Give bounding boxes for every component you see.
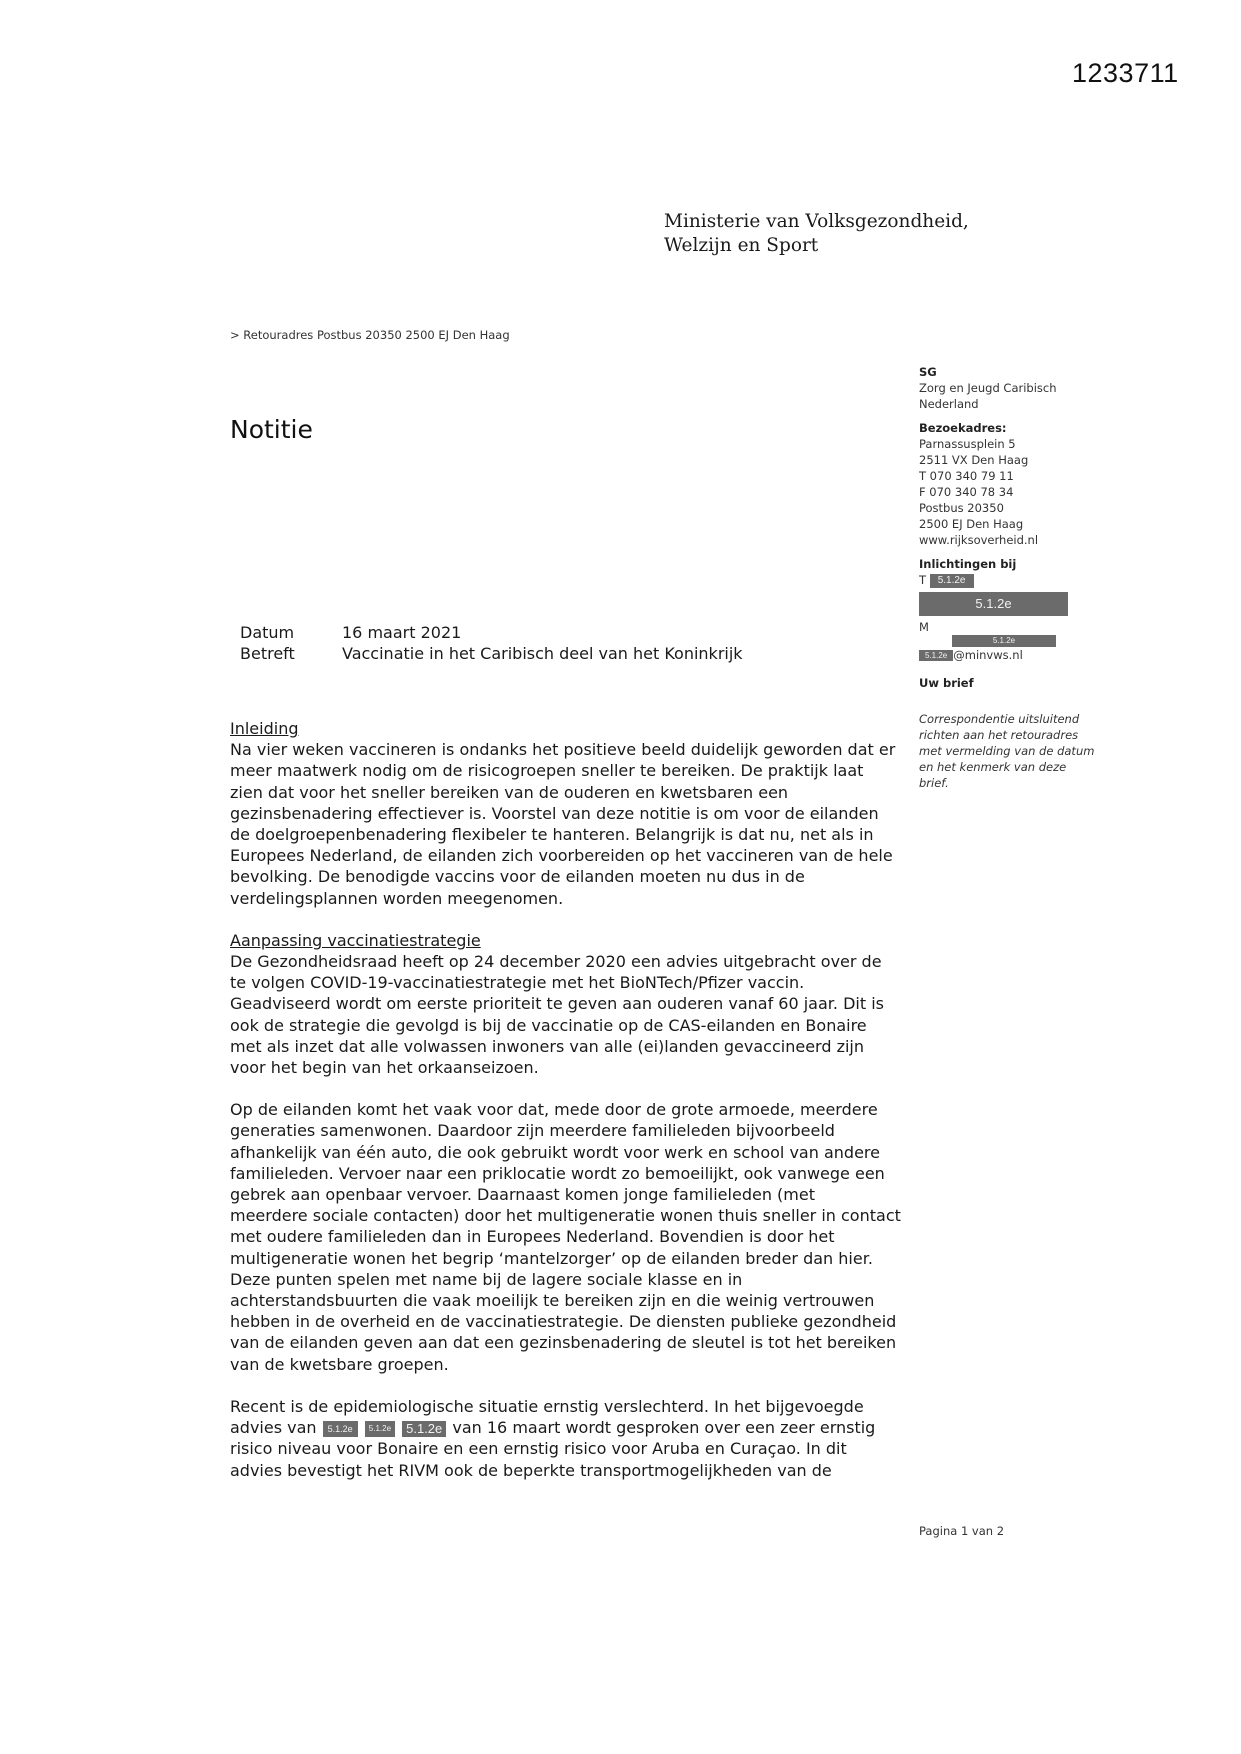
- department-code: SG: [919, 365, 937, 379]
- page-title: Notitie: [230, 415, 313, 444]
- correspondence-line: richten aan het retouradres: [919, 728, 1079, 742]
- strategy-line: met als inzet dat alle volwassen inwoners van alle (ei)landen gevaccineerd zijn: [230, 1036, 864, 1056]
- document-body: [230, 718, 910, 1502]
- redaction-box-large: 5.1.2e: [919, 592, 1068, 616]
- redaction-box-mobile: 5.1.2e: [952, 635, 1056, 647]
- recent-line: advies bevestigt het RIVM ook de beperkte transportmogelijkheden van de: [230, 1460, 832, 1480]
- date-label: Datum: [240, 623, 295, 642]
- intro-line: gezinsbenadering effectiever is. Voorstel van deze notitie is om voor de eilanden: [230, 803, 879, 823]
- intro-line: zien dat voor het sneller bereiken van de ouderen en kwetsbaren een: [230, 782, 789, 802]
- strategy-paragraph: [230, 930, 910, 1078]
- subject-label: Betreft: [240, 644, 295, 663]
- strategy-line: ook de strategie die gevolgd is bij de vaccinatie op de CAS-eilanden en Bonaire: [230, 1015, 867, 1035]
- return-address: > Retouradres Postbus 20350 2500 EJ Den Haag: [230, 328, 510, 342]
- islands-line: Deze punten spelen met name bij de lagere sociale klasse en in: [230, 1269, 743, 1289]
- islands-line: generaties samenwonen. Daardoor zijn meerdere familieleden bijvoorbeeld: [230, 1121, 835, 1141]
- information-heading: Inlichtingen bij: [919, 557, 1017, 571]
- website-link[interactable]: www.rijksoverheid.nl: [919, 533, 1039, 547]
- mobile-row: [919, 619, 1089, 635]
- ministry-line-2: Welzijn en Sport: [664, 235, 819, 256]
- islands-line: gebrek aan openbaar vervoer. Daarnaast komen jonge familieleden (met: [230, 1185, 815, 1205]
- strategy-line: De Gezondheidsraad heeft op 24 december 2020 een advies uitgebracht over de: [230, 952, 882, 972]
- islands-line: afhankelijk van één auto, die ook gebruikt wordt voor werk en school van andere: [230, 1142, 880, 1162]
- islands-line: van de eilanden geven aan dat een gezinsbenadering de sleutel is tot het bereiken: [230, 1333, 897, 1353]
- intro-line: verdelingsplannen worden meegenomen.: [230, 888, 564, 908]
- visit-address-block: [919, 420, 1089, 548]
- department-name-2: Nederland: [919, 397, 979, 411]
- recent-line: Recent is de epidemiologische situatie ernstig verslechterd. In het bijgevoegde: [230, 1396, 864, 1416]
- redaction-box: 5.1.2e: [365, 1421, 395, 1437]
- islands-line: hebben in de overheid en de vaccinatiestrategie. De diensten publieke gezondheid: [230, 1312, 897, 1332]
- ministry-name: [664, 210, 969, 258]
- recent-line-pre: advies van: [230, 1418, 317, 1438]
- visit-address-heading: Bezoekadres:: [919, 421, 1007, 435]
- correspondence-line: brief.: [919, 776, 949, 790]
- subject-row: [240, 643, 743, 664]
- correspondence-line: Correspondentie uitsluitend: [919, 712, 1080, 726]
- department-name-1: Zorg en Jeugd Caribisch: [919, 381, 1057, 395]
- islands-line: meerdere sociale contacten) door het multigeneratie wonen thuis sneller in contact: [230, 1206, 901, 1226]
- sidebar: [919, 364, 1095, 799]
- recent-line-post: van 16 maart wordt gesproken over een zeer ernstig: [452, 1418, 876, 1438]
- date-value: 16 maart 2021: [342, 623, 462, 642]
- intro-line: de doelgroepenbenadering flexibeler te hanteren. Belangrijk is dat nu, net als in: [230, 825, 874, 845]
- strategy-line: voor het begin van het orkaanseizoen.: [230, 1058, 539, 1078]
- subject-value: Vaccinatie in het Caribisch deel van het Koninkrijk: [342, 644, 743, 663]
- information-block: [919, 556, 1089, 663]
- email-row: [919, 647, 1089, 663]
- meta-block: [240, 622, 743, 664]
- islands-line: Op de eilanden komt het vaak voor dat, mede door de grote armoede, meerdere: [230, 1100, 878, 1120]
- intro-line: Europees Nederland, de eilanden zich voorbereiden op het vaccineren van de hele: [230, 846, 893, 866]
- strategy-line: te volgen COVID-19-vaccinatiestrategie met het BioNTech/Pfizer vaccin.: [230, 973, 805, 993]
- recent-paragraph: [230, 1396, 910, 1481]
- islands-line: met oudere familieleden dan in Europees Nederland. Bovendien is door het: [230, 1227, 835, 1247]
- islands-line: van de kwetsbare groepen.: [230, 1354, 449, 1374]
- fax-number: F 070 340 78 34: [919, 485, 1014, 499]
- correspondence-line: en het kenmerk van deze: [919, 760, 1067, 774]
- phone-number: T 070 340 79 11: [919, 469, 1014, 483]
- strategy-heading: Aanpassing vaccinatiestrategie: [230, 930, 481, 950]
- intro-heading: Inleiding: [230, 719, 299, 738]
- document-number: 1233711: [1072, 58, 1179, 88]
- redaction-box: 5.1.2e: [323, 1421, 358, 1437]
- mobile-prefix: M: [919, 620, 929, 634]
- redaction-box: 5.1.2e: [930, 574, 974, 588]
- correspondence-note: [919, 711, 1095, 791]
- correspondence-line: met vermelding van de datum: [919, 744, 1095, 758]
- ministry-line-1: Ministerie van Volksgezondheid,: [664, 211, 969, 232]
- intro-line: meer maatwerk nodig om de risicogroepen sneller te bereiken. De praktijk laat: [230, 761, 864, 781]
- redaction-box-email: 5.1.2e: [919, 650, 953, 661]
- islands-line: achterstandsbuurten die vaak moeilijk te bereiken zijn en die weinig vertrouwen: [230, 1291, 875, 1311]
- visit-postal-city: 2511 VX Den Haag: [919, 453, 1029, 467]
- recent-line-with-redactions: [230, 1417, 910, 1438]
- po-box-city: 2500 EJ Den Haag: [919, 517, 1024, 531]
- islands-line: familieleden. Vervoer naar een priklocatie wordt zo bemoeilijkt, ook vanwege een: [230, 1163, 885, 1183]
- page-number: Pagina 1 van 2: [919, 1524, 1005, 1538]
- intro-line: Na vier weken vaccineren is ondanks het positieve beeld duidelijk geworden dat er: [230, 740, 896, 760]
- islands-paragraph: [230, 1099, 910, 1375]
- redaction-box: 5.1.2e: [402, 1421, 446, 1437]
- strategy-line: Geadviseerd wordt om eerste prioriteit te geven aan ouderen vanaf 60 jaar. Dit is: [230, 994, 884, 1014]
- recent-line: risico niveau voor Bonaire en een ernstig risico voor Aruba en Curaçao. In dit: [230, 1439, 847, 1459]
- email-suffix: @minvws.nl: [953, 648, 1023, 662]
- po-box: Postbus 20350: [919, 501, 1004, 515]
- islands-line: multigeneratie wonen het begrip ‘mantelzorger’ op de eilanden breder dan hier.: [230, 1248, 873, 1268]
- visit-street: Parnassusplein 5: [919, 437, 1016, 451]
- telephone-prefix: T: [919, 573, 927, 587]
- intro-paragraph: [230, 718, 910, 909]
- your-letter-label: Uw brief: [919, 676, 974, 690]
- your-letter-block: [919, 675, 1089, 691]
- date-row: [240, 622, 743, 643]
- department-block: [919, 364, 1089, 412]
- intro-line: bevolking. De benodigde vaccins voor de eilanden moeten nu dus in de: [230, 867, 805, 887]
- telephone-row: [919, 572, 1089, 588]
